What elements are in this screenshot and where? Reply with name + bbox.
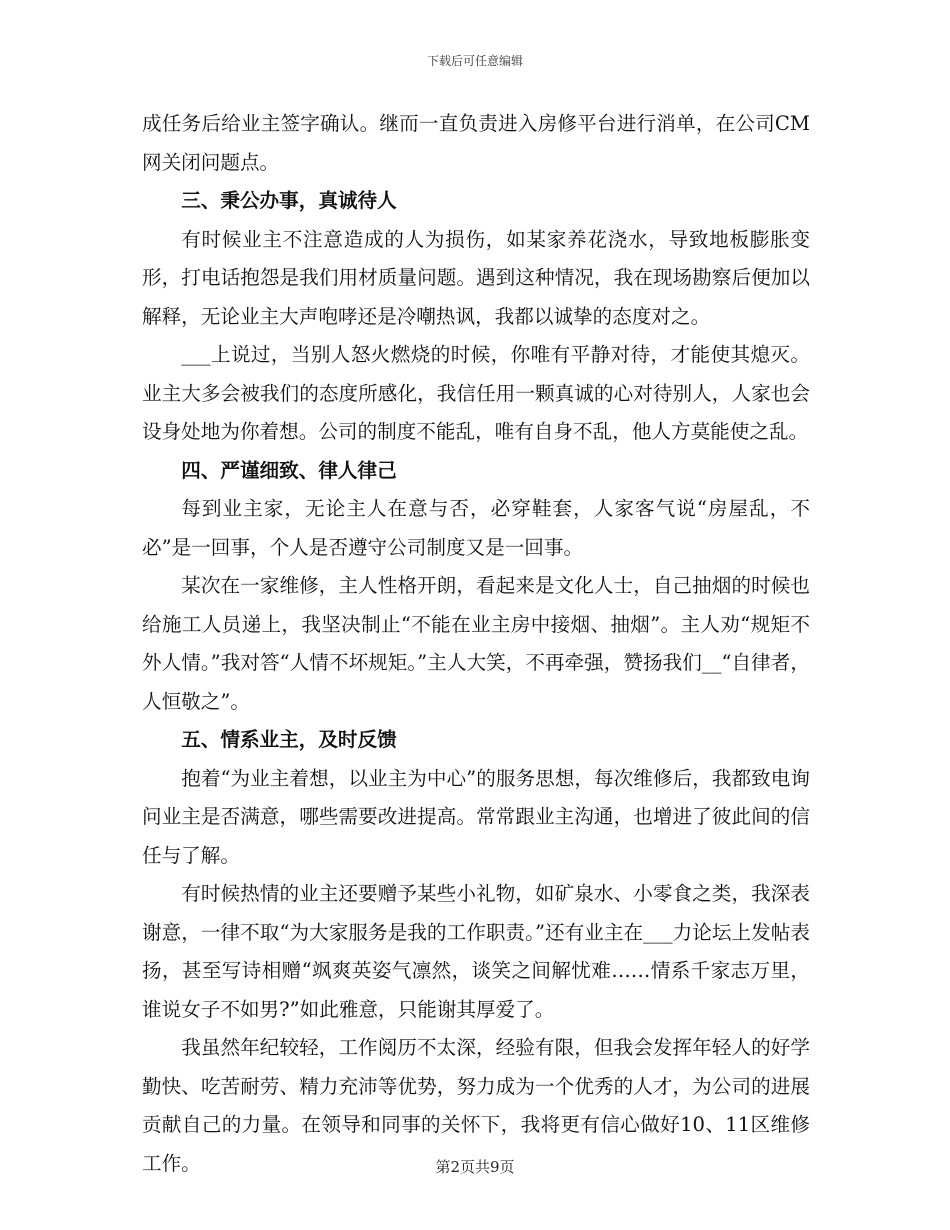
page-header: 下载后可任意编辑 — [426, 54, 523, 68]
paragraph-continued: 成任务后给业主签字确认。继而一直负责进入房修平台进行消单，在公司CM网关闭问题点。 — [142, 112, 810, 174]
paragraph: 有时候业主不注意造成的人为损伤，如某家养花浇水，导致地板膨胀变形，打电话抱怨是我们用材质量问题。遇到这种情况，我在现场勘察后便加以解释，无论业主大声咆哮还是冷嘲热讽，我都以诚挚的态度对之。 — [142, 227, 810, 328]
paragraph: 抱着“为业主着想，以业主为中心”的服务思想，每次维修后，我都致电询问业主是否满意，哪些需要改进提高。常常跟业主沟通，也增进了彼此间的信任与了解。 — [142, 766, 810, 867]
section-heading-5: 五、情系业主，及时反馈 — [181, 728, 397, 751]
paragraph: 有时候热情的业主还要赠予某些小礼物，如矿泉水、小零食之类，我深表谢意，一律不取“为大家服务是我的工作职责。”还有业主在___力论坛上发帖表扬，甚至写诗相赠“飒爽英姿气凛然，谈笑之间解忧难……情系千家志万里，谁说女子不如男?”如此雅意，只能谢其厚爱了。 — [142, 882, 810, 1021]
document-body — [142, 105, 810, 1183]
paragraph: ___上说过，当别人怒火燃烧的时候，你唯有平静对待，才能使其熄灭。业主大多会被我们的态度所感化，我信任用一颗真诚的心对待别人，人家也会设身处地为你着想。公司的制度不能乱，唯有自身不乱，他人方莫能使之乱。 — [142, 343, 810, 443]
section-heading-4: 四、严谨细致、律人律己 — [181, 458, 397, 482]
paragraph: 每到业主家，无论主人在意与否，必穿鞋套，人家客气说“房屋乱，不必”是一回事，个人是否遵守公司制度又是一回事。 — [142, 497, 810, 559]
page-number-footer: 第2页共9页 — [435, 1158, 515, 1176]
paragraph: 某次在一家维修，主人性格开朗，看起来是文化人士，自己抽烟的时候也给施工人员递上，我坚决制止“不能在业主房中接烟、抽烟”。主人劝“规矩不外人情。”我对答“人情不坏规矩。”主人大笑，不再牵强，赞扬我们__“自律者，人恒敬之”。 — [142, 574, 810, 713]
section-heading-3: 三、秉公办事，真诚待人 — [181, 189, 397, 212]
paragraph: 我虽然年纪较轻，工作阅历不太深，经验有限，但我会发挥年轻人的好学勤快、吃苦耐劳、精力充沛等优势，努力成为一个优秀的人才，为公司的进展贡献自己的力量。在领导和同事的关怀下，我将更有信心做好10、11区维修工作。 — [142, 1036, 810, 1175]
